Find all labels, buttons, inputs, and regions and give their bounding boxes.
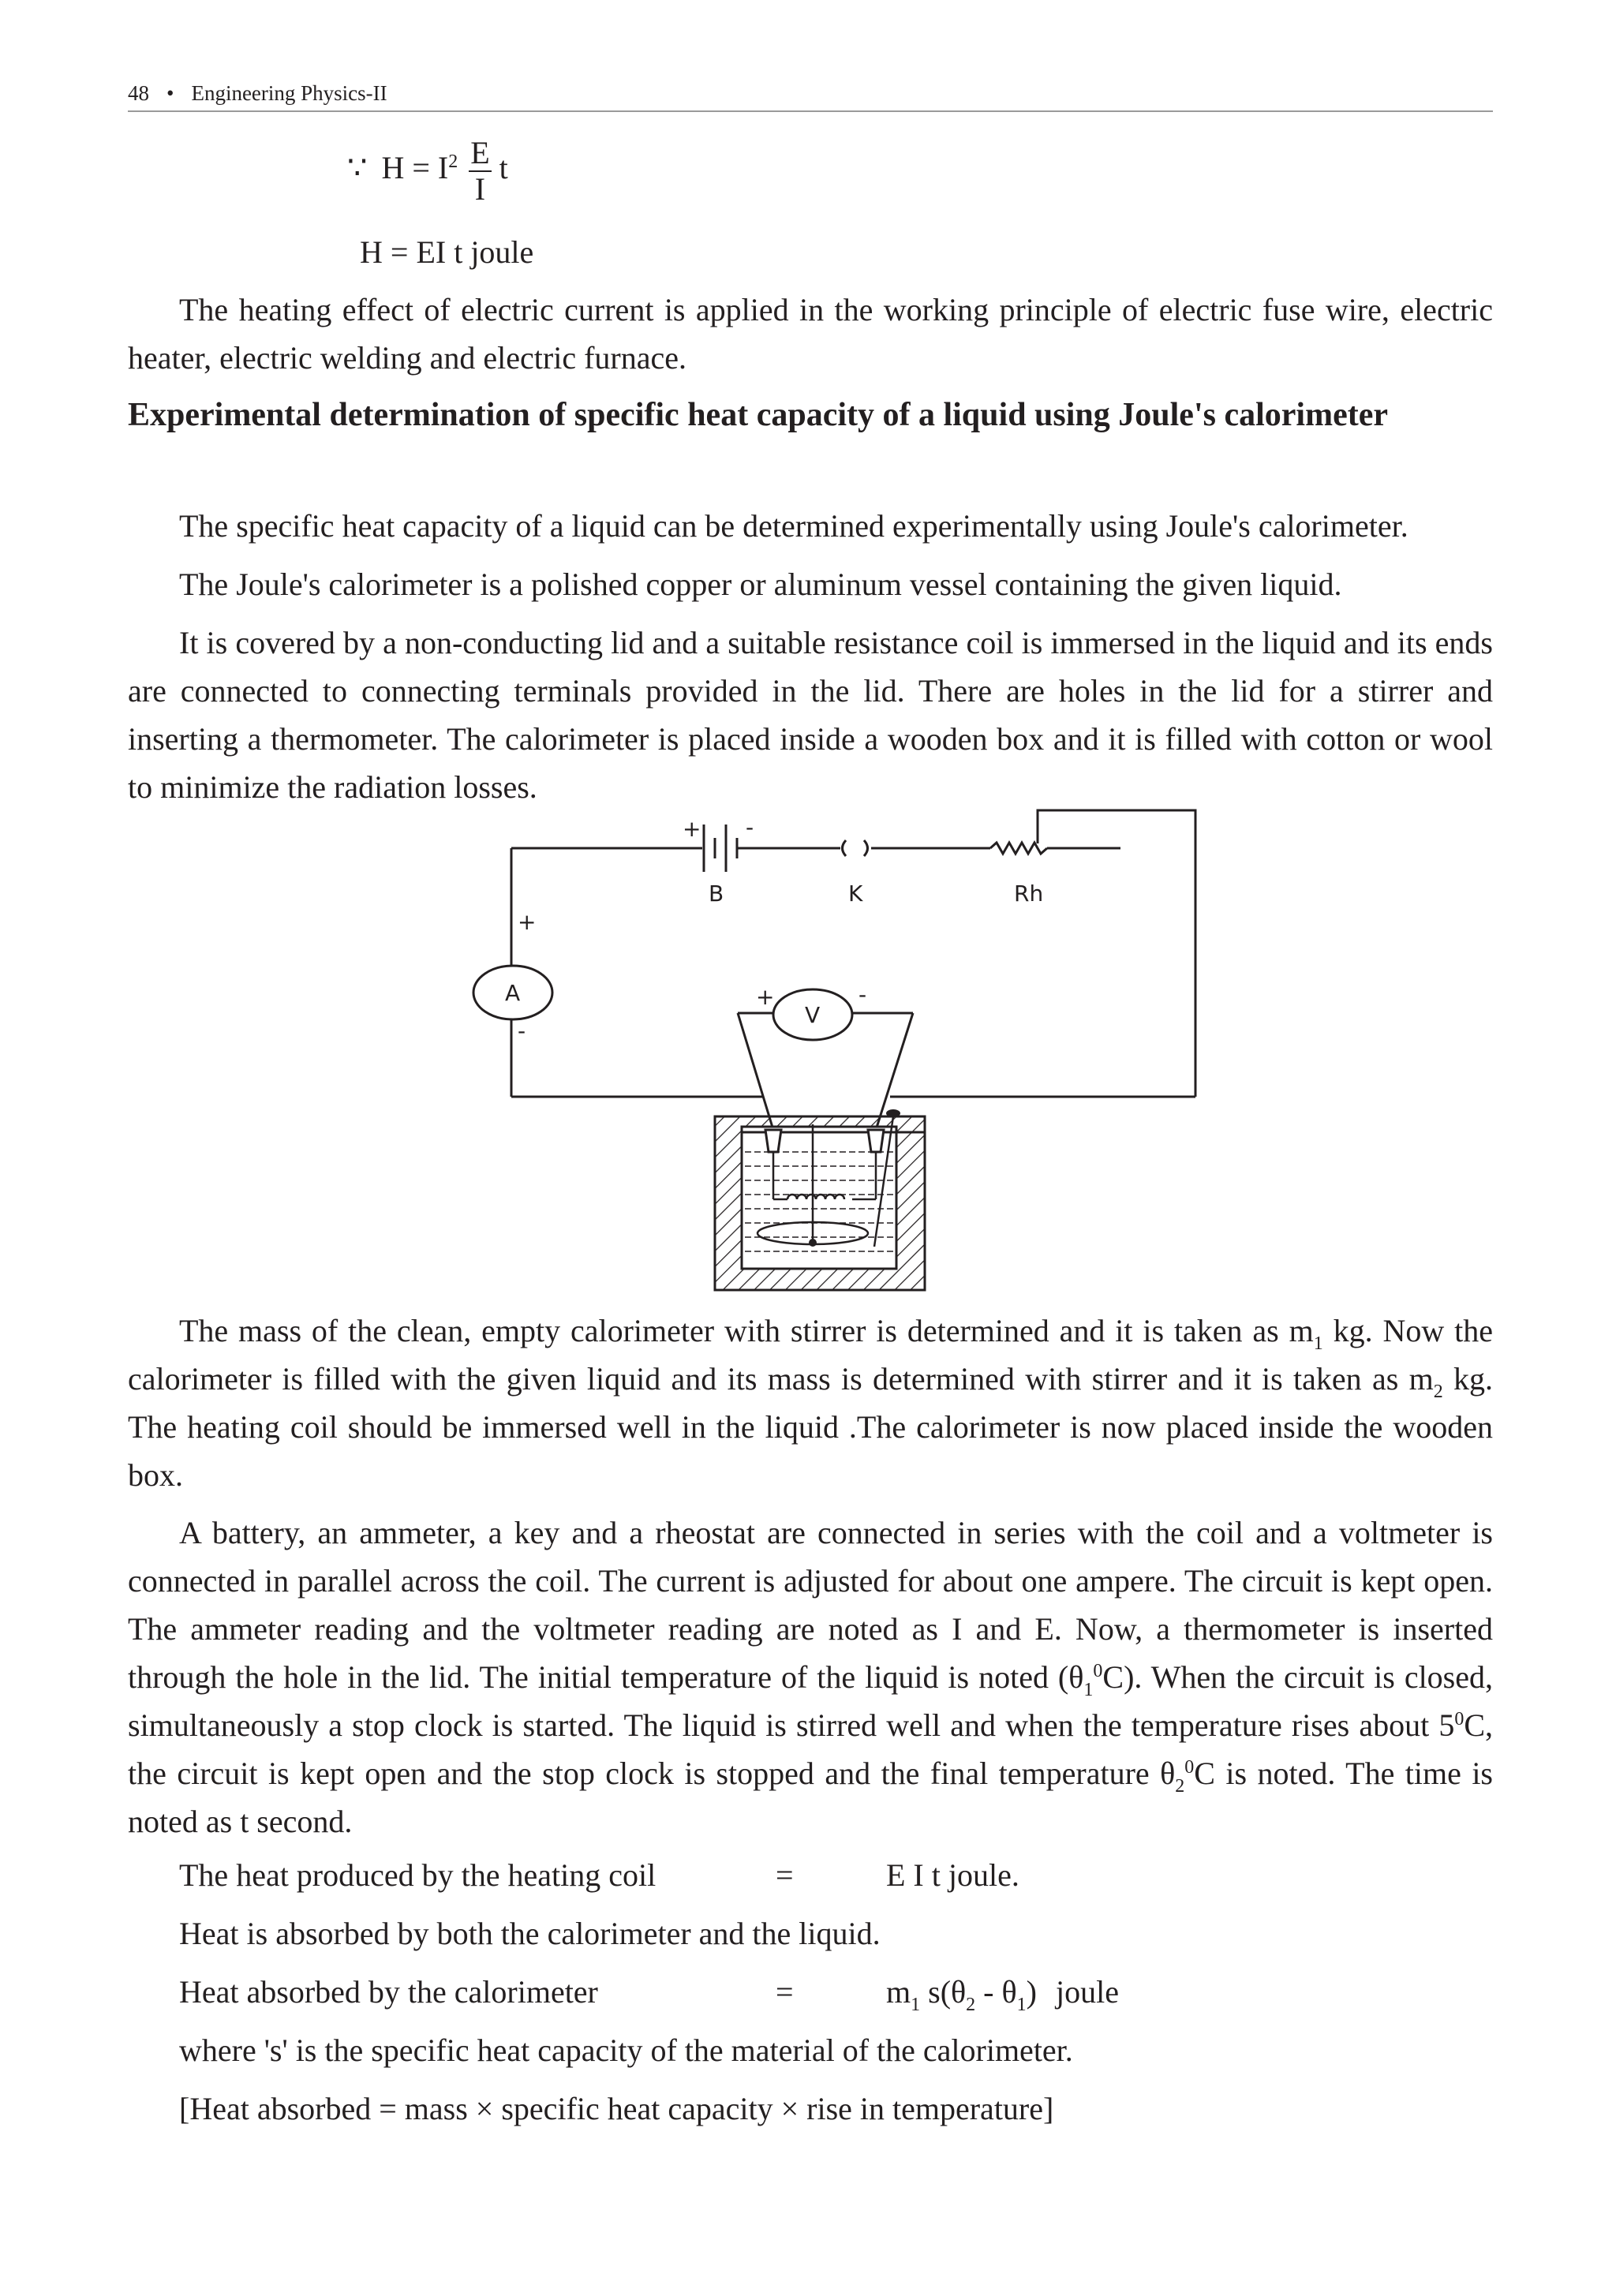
eq1-fraction [469,136,491,207]
battery-minus-sign: - [746,814,754,840]
page-header [128,79,1493,112]
equation-h-eit: H = EI t joule [360,234,534,270]
hcv-s-theta: s(θ [920,1974,967,2010]
hcv-close-paren: ) [1026,1974,1037,2010]
heat-produced-value: E I t joule. [886,1857,1019,1893]
heat-calorimeter-label: Heat absorbed by the calorimeter [179,1974,598,2010]
eq1-numerator: E [470,134,490,170]
voltmeter-wire-left [738,1013,773,1130]
rheostat-zigzag [990,843,1047,854]
p5-degree-3: 0 [1184,1757,1195,1778]
battery-label: B [709,881,724,907]
key-left-arc [843,840,847,856]
ammeter-plus-sign: + [518,909,537,935]
heat-calorimeter-value [886,1973,1119,2015]
paragraph-4 [128,1307,1493,1499]
hcv-unit: joule [1055,1974,1119,2010]
hcv-theta1-subscript: 1 [1016,1995,1027,2015]
p5-text-d: C is noted. The time is noted as t second. [128,1756,1494,1839]
hcv-minus-theta: - θ [975,1974,1017,2010]
p4-text-a: The mass of the clean, empty calorimeter with stirrer is determined and it is taken as m [179,1313,1314,1348]
key-right-arc [864,840,868,856]
battery-plus-sign: + [683,816,701,842]
paragraph-2: The Joule's calorimeter is a polished copper or aluminum vessel containing the given liquid. [179,567,1342,602]
heat-calorimeter-equals: = [776,1974,794,2010]
ammeter-minus-sign: - [518,1018,526,1044]
paragraph-3: It is covered by a non-conducting lid and a suitable resistance coil is immersed in the liquid and its ends are connected to connecting terminals provided in the lid. There are holes in the lid for a stirrer and inserting a thermometer. The calorimeter is placed inside a wooden box and it is filled with cotton or wool to minimize the radiation losses. [128,625,1493,805]
ammeter-label: A [505,980,521,1006]
heat-absorbed-formula-note: [Heat absorbed = mass × specific heat capacity × rise in temperature] [179,2091,1054,2126]
heat-produced-label: The heat produced by the heating coil [179,1857,656,1893]
paragraph-5 [128,1509,1493,1845]
p5-text-a: A battery, an ammeter, a key and a rheostat are connected in series with the coil and a voltmeter is connected in parallel across the coil. The current is adjusted for about one ampere. The circuit is kept open. The ammeter reading and the voltmeter reading are noted as I and E. Now, a thermometer is inserted through the hole in the lid. The initial temperature of the liquid is noted (θ [128,1515,1493,1695]
terminal-right [868,1130,884,1152]
p5-text-c: C, the circuit is kept open and the stop clock is stopped and the final temperature θ [128,1707,1493,1791]
hcv-m-subscript: 1 [911,1995,921,2015]
voltmeter-label: V [805,1002,821,1028]
hcv-m: m [886,1974,911,2010]
p5-theta1-subscript: 1 [1083,1680,1094,1700]
where-s-note: where 's' is the specific heat capacity of the material of the calorimeter. [179,2032,1073,2068]
rheostat-slider-wire [1038,810,1195,1097]
eq1-denominator: I [474,170,486,207]
joule-calorimeter-circuit-diagram [442,805,1231,1294]
p5-theta2-subscript: 2 [1175,1776,1185,1797]
voltmeter-plus-sign: + [756,984,775,1010]
p4-text-c: kg. The heating coil should be immersed well in the liquid .The calorimeter is now placed inside the wooden box. [128,1361,1494,1493]
p5-degree-1: 0 [1093,1661,1103,1681]
hcv-theta2-subscript: 2 [966,1995,976,2015]
voltmeter-minus-sign: - [858,982,867,1008]
eq1-exponent: 2 [448,151,458,172]
eq1-tail: t [499,150,508,185]
p4-text-b: kg. Now the calorimeter is filled with the given liquid and its mass is determined with stirrer and it is taken as m [128,1313,1494,1397]
header-bullet: • [166,81,174,105]
terminal-left [765,1130,781,1152]
section-heading: Experimental determination of specific heat capacity of a liquid using Joule's calorimeter [128,397,1388,433]
book-title: Engineering Physics-II [191,81,387,105]
eq1-lhs: H = I [381,150,449,185]
p5-text-b: C). When the circuit is closed, simultaneously a stop clock is started. The liquid is stirred well and when the temperature rises about 5 [128,1659,1494,1743]
heat-produced-equals: = [776,1857,794,1893]
heat-absorbed-both: Heat is absorbed by both the calorimeter and the liquid. [179,1916,881,1951]
p5-degree-2: 0 [1454,1709,1464,1729]
thermometer-top [886,1109,900,1117]
stirrer-knob [809,1239,817,1247]
key-label: K [848,881,863,907]
page-number: 48 [128,81,149,105]
p4-m1-subscript: 1 [1313,1333,1323,1354]
p4-m2-subscript: 2 [1433,1382,1443,1402]
because-symbol: ∵ [347,150,368,185]
equation-h-i2-e-over-i-t [347,133,508,207]
paragraph-heating-effect: The heating effect of electric current is applied in the working principle of electric fuse wire, electric heater, electric welding and electric furnace. [128,292,1493,376]
paragraph-1: The specific heat capacity of a liquid can be determined experimentally using Joule's calorimeter. [179,508,1408,544]
rheostat-label: Rh [1014,881,1044,907]
